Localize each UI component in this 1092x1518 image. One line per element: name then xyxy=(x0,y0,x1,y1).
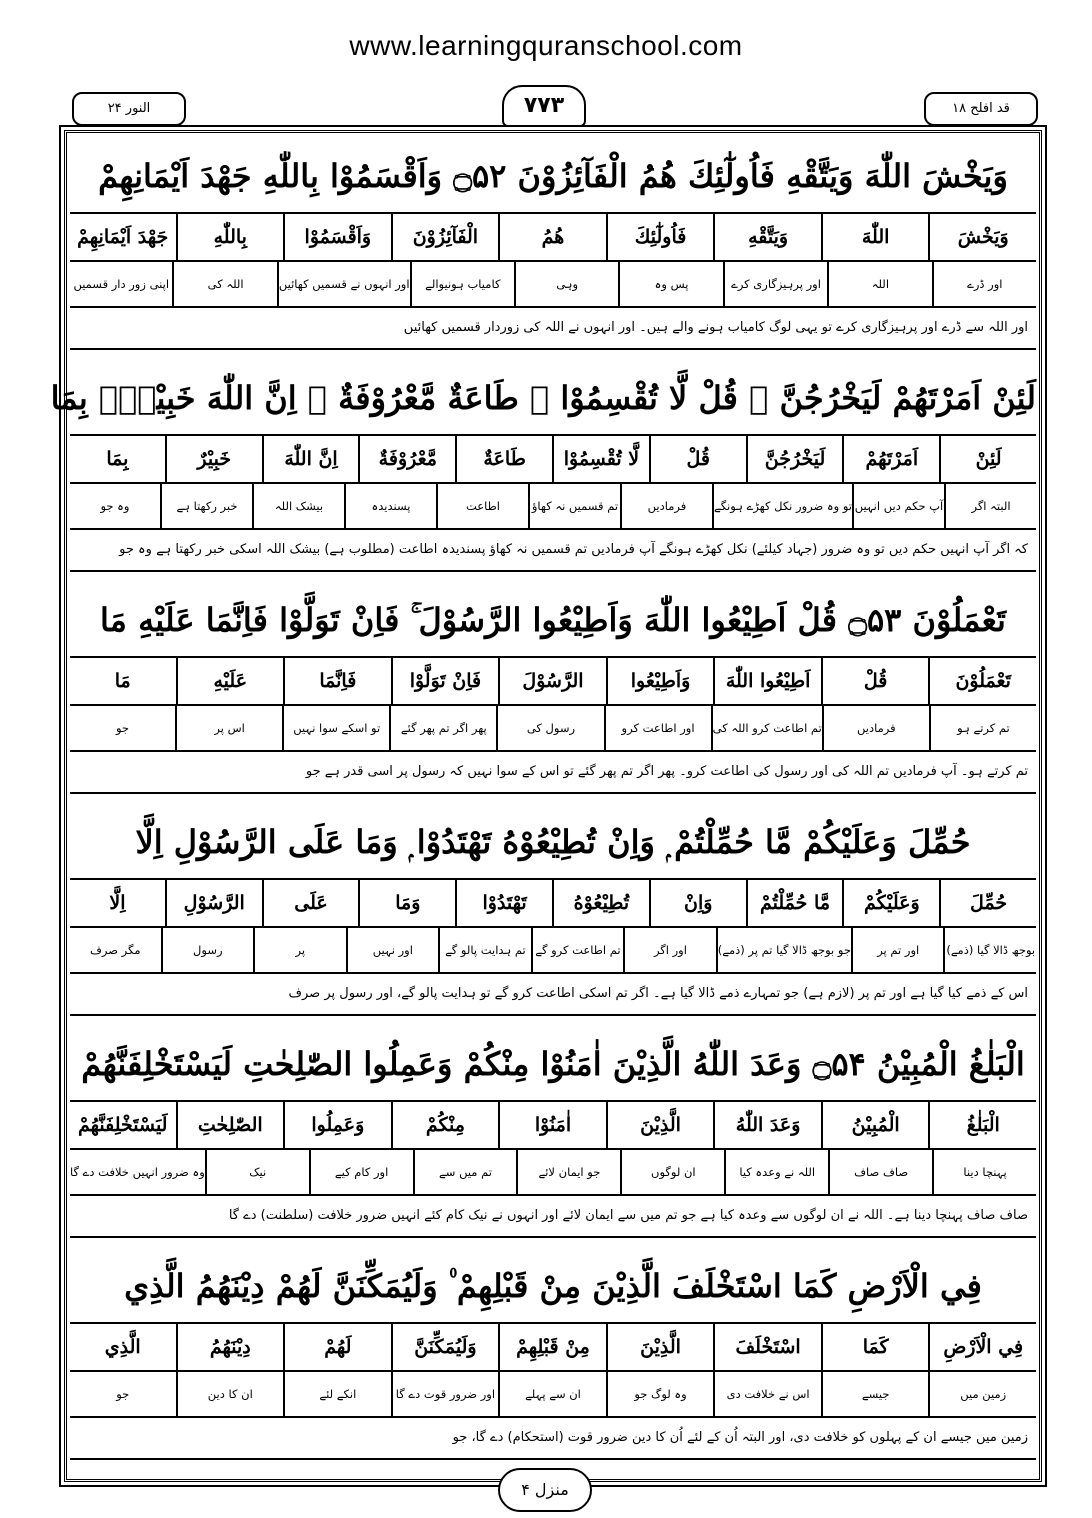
urdu-meaning-cell: کامیاب ہونیوالے xyxy=(410,262,514,306)
section-block xyxy=(70,806,1036,1016)
urdu-translation-line: صاف صاف پہنچا دینا ہے۔ اللہ نے ان لوگوں سے وعدہ کیا ہے جو تم میں سے ایمان لائے اور انہوں نے نیک کام کئے انہیں ضرور خلافت (سلطنت) دے گا xyxy=(70,1196,1036,1238)
arabic-word-cell: مَا xyxy=(114,670,131,692)
arabic-word-cell: وَاِنْ xyxy=(649,880,746,926)
arabic-word-cell: مَّعْرُوْفَةٌ xyxy=(358,436,455,482)
arabic-word-cell: الَّذِيْنَ xyxy=(606,1324,714,1370)
juz-label: قد افلح ۱۸ xyxy=(924,92,1038,126)
urdu-translation-line: اس کے ذمے کیا گیا ہے اور تم پر (لازم ہے) جو تمہارے ذمے ڈالا گیا ہے۔ اگر تم اسکی اطاعت کرو گے تو ہدایت پالو گے، اور رسول پر صرف xyxy=(70,974,1036,1016)
arabic-word-cell: لَيَخْرُجُنَّ xyxy=(746,436,843,482)
arabic-word-cell: وَمَا xyxy=(358,880,455,926)
word-grid xyxy=(70,436,1036,484)
arabic-word-cell: لَيَسْتَخْلِفَنَّهُمْ xyxy=(77,1114,168,1136)
word-grid xyxy=(70,1102,1036,1150)
page-number: ۷۷۳ xyxy=(502,85,586,127)
arabic-word-cell: هُمُ xyxy=(498,214,606,260)
urdu-meaning-cell: تو وہ ضرور نکل کھڑے ہونگے xyxy=(712,484,852,528)
urdu-translation-line: زمین میں جیسے ان کے پہلوں کو خلافت دی، اور البتہ اُن کے لئے اُن کا دین ضرور قوت (استحکام) دے گا، جو xyxy=(70,1418,1036,1460)
arabic-word-cell: الَّذِي xyxy=(104,1336,141,1358)
arabic-word-cell: جَهْدَ اَيْمَانِهِمْ xyxy=(77,226,169,248)
urdu-meaning-cell: اس پر xyxy=(175,706,282,750)
arabic-word-cell: وَعَمِلُوا xyxy=(283,1102,391,1148)
urdu-meaning-cell: وہ جو xyxy=(100,499,130,513)
arabic-word-cell: اَطِيْعُوا اللّٰهَ xyxy=(713,658,821,704)
urdu-meaning-cell: تم ہدایت پالو گے xyxy=(438,928,531,972)
arabic-word-cell: عَلَيْهِ xyxy=(176,658,284,704)
urdu-meaning-cell: رسول xyxy=(161,928,254,972)
arabic-word-cell: بِاللّٰهِ xyxy=(176,214,284,260)
section-block xyxy=(70,584,1036,794)
surah-label: النور ۲۴ xyxy=(72,92,186,126)
arabic-word-cell: الصّٰلِحٰتِ xyxy=(176,1102,284,1148)
site-url[interactable]: www.learningquranschool.com xyxy=(349,30,743,61)
meaning-grid xyxy=(70,484,1036,530)
arabic-word-cell: خَبِيْرٌ xyxy=(165,436,262,482)
urdu-meaning-cell: جو بوجھ ڈالا گیا تم پر (ذمے) xyxy=(716,928,851,972)
word-grid xyxy=(70,880,1036,928)
manzil-badge: منزل ۴ xyxy=(498,1468,592,1512)
urdu-meaning-cell: جیسے xyxy=(821,1372,929,1416)
word-grid xyxy=(70,658,1036,706)
urdu-meaning-cell: وہ لوگ جو xyxy=(606,1372,714,1416)
arabic-word-cell: فَاُولٰٓئِكَ xyxy=(606,214,714,260)
word-grid xyxy=(70,1324,1036,1372)
ayah-line: فِي الْاَرْضِ كَمَا اسْتَخْلَفَ الَّذِيْنَ مِنْ قَبْلِهِمْ ۠ وَلَيُمَكِّنَنَّ لَهُمْ دِيْنَهُمُ الَّذِي xyxy=(70,1250,1036,1324)
urdu-meaning-cell: پس وہ xyxy=(618,262,722,306)
urdu-meaning-cell: آپ حکم دیں انہیں xyxy=(852,484,944,528)
arabic-word-cell: لَهُمْ xyxy=(283,1324,391,1370)
arabic-word-cell: فِي الْاَرْضِ xyxy=(928,1324,1036,1370)
arabic-word-cell: الْبَلٰغُ xyxy=(928,1102,1036,1148)
urdu-meaning-cell: اور اطاعت کرو xyxy=(604,706,711,750)
urdu-meaning-cell: جو ایمان لائے xyxy=(516,1150,620,1194)
arabic-word-cell: تَهْتَدُوْا xyxy=(455,880,552,926)
urdu-meaning-cell: فرمادیں xyxy=(620,484,712,528)
meaning-grid xyxy=(70,706,1036,752)
arabic-word-cell: الرَّسُوْلِ xyxy=(165,880,262,926)
ayah-line: تَعْمَلُوْنَ ۝۵۳ قُلْ اَطِيْعُوا اللّٰهَ وَاَطِيْعُوا الرَّسُوْلَ ۚ فَاِنْ تَوَلَّوْا فَاِنَّمَا عَلَيْهِ مَا xyxy=(70,584,1036,658)
arabic-word-cell: اٰمَنُوْا xyxy=(498,1102,606,1148)
arabic-word-cell: لَئِنْ xyxy=(939,436,1036,482)
meaning-grid xyxy=(70,1372,1036,1418)
urdu-meaning-cell: انکے لئے xyxy=(283,1372,391,1416)
urdu-meaning-cell: تم کرتے ہو xyxy=(929,706,1036,750)
arabic-word-cell: الَّذِيْنَ xyxy=(606,1102,714,1148)
urdu-meaning-cell: اور نہیں xyxy=(346,928,439,972)
urdu-meaning-cell: وہ ضرور انہیں خلافت دے گا xyxy=(70,1165,205,1179)
urdu-translation-line: اور اللہ سے ڈرے اور پرہیزگاری کرے تو یہی لوگ کامیاب ہونے والے ہیں۔ اور انہوں نے اللہ کی زوردار قسمیں کھائیں xyxy=(70,308,1036,350)
arabic-word-cell: وَاَقْسَمُوْا xyxy=(283,214,391,260)
arabic-word-cell: تُطِيْعُوْهُ xyxy=(552,880,649,926)
urdu-meaning-cell: جو xyxy=(116,1387,130,1401)
arabic-word-cell: فَاِنْ تَوَلَّوْا xyxy=(391,658,499,704)
urdu-meaning-cell: جو xyxy=(115,721,130,735)
arabic-word-cell: لَّا تُقْسِمُوْا xyxy=(552,436,649,482)
urdu-meaning-cell: ان کا دین xyxy=(176,1372,284,1416)
arabic-word-cell: مَّا حُمِّلْتُمْ xyxy=(746,880,843,926)
urdu-meaning-cell: تم میں سے xyxy=(413,1150,517,1194)
urdu-meaning-cell: اور تم پر xyxy=(851,928,944,972)
urdu-meaning-cell: بیشک اللہ xyxy=(252,484,344,528)
arabic-word-cell: عَلَى xyxy=(262,880,359,926)
ayah-line: الْبَلٰغُ الْمُبِيْنُ ۝۵۴ وَعَدَ اللّٰهُ الَّذِيْنَ اٰمَنُوْا مِنْكُمْ وَعَمِلُوا الصّٰلِحٰتِ لَيَسْتَخْلِفَنَّهُمْ xyxy=(70,1028,1036,1102)
arabic-word-cell: وَاَطِيْعُوا xyxy=(606,658,714,704)
urdu-meaning-cell: پہنچا دینا xyxy=(932,1150,1036,1194)
arabic-word-cell: الْفَآئِزُوْنَ xyxy=(391,214,499,260)
arabic-word-cell: وَيَتَّقْهِ xyxy=(713,214,821,260)
arabic-word-cell: تَعْمَلُوْنَ xyxy=(928,658,1036,704)
arabic-word-cell: مِنْكُمْ xyxy=(391,1102,499,1148)
arabic-word-cell: دِيْنَهُمُ xyxy=(176,1324,284,1370)
ayah-line: وَيَخْشَ اللّٰهَ وَيَتَّقْهِ فَاُولٰٓئِكَ هُمُ الْفَآئِزُوْنَ ۝۵۲ وَاَقْسَمُوْا بِاللّٰهِ جَهْدَ اَيْمَانِهِمْ xyxy=(70,140,1036,214)
arabic-word-cell: وَيَخْشَ xyxy=(928,214,1036,260)
urdu-meaning-cell: اطاعت xyxy=(436,484,528,528)
ayah-line: حُمِّلَ وَعَلَيْكُمْ مَّا حُمِّلْتُمْ ۭ وَاِنْ تُطِيْعُوْهُ تَهْتَدُوْا ۭ وَمَا عَلَى الرَّسُوْلِ اِلَّا xyxy=(70,806,1036,880)
arabic-word-cell: اِنَّ اللّٰهَ xyxy=(262,436,359,482)
section-block xyxy=(70,1028,1036,1238)
urdu-meaning-cell: صاف صاف xyxy=(828,1150,932,1194)
urdu-meaning-cell: پر xyxy=(253,928,346,972)
arabic-word-cell: مِنْ قَبْلِهِمْ xyxy=(498,1324,606,1370)
urdu-meaning-cell: زمین میں xyxy=(928,1372,1036,1416)
urdu-meaning-cell: اس نے خلافت دی xyxy=(713,1372,821,1416)
urdu-meaning-cell: نیک xyxy=(205,1150,309,1194)
meaning-grid xyxy=(70,928,1036,974)
section-block xyxy=(70,1250,1036,1460)
arabic-word-cell: الْمُبِيْنُ xyxy=(821,1102,929,1148)
arabic-word-cell: حُمِّلَ xyxy=(939,880,1036,926)
arabic-word-cell: وَعَدَ اللّٰهُ xyxy=(713,1102,821,1148)
urdu-translation-line: کہ اگر آپ انہیں حکم دیں تو وہ ضرور (جہاد کیلئے) نکل کھڑے ہونگے آپ فرمادیں تم قسمیں نہ کھاؤ پسندیدہ اطاعت (مطلوب ہے) بیشک اللہ اسکی خبر رکھتا ہے وہ جو xyxy=(70,530,1036,572)
arabic-word-cell: اللّٰهَ xyxy=(821,214,929,260)
urdu-meaning-cell: اور پرہیزگاری کرے xyxy=(723,262,827,306)
urdu-meaning-cell: البتہ اگر xyxy=(944,484,1036,528)
urdu-meaning-cell: اللہ xyxy=(827,262,931,306)
urdu-meaning-cell: ان لوگوں xyxy=(620,1150,724,1194)
arabic-word-cell: وَعَلَيْكُمْ xyxy=(842,880,939,926)
urdu-meaning-cell: اور ڈرے xyxy=(932,262,1036,306)
urdu-meaning-cell: مگر صرف xyxy=(89,943,141,957)
urdu-meaning-cell: تو اسکے سوا نہیں xyxy=(282,706,389,750)
urdu-meaning-cell: پھر اگر تم پھر گئے xyxy=(389,706,496,750)
arabic-word-cell: وَلَيُمَكِّنَنَّ xyxy=(391,1324,499,1370)
urdu-meaning-cell: اور کام کیے xyxy=(309,1150,413,1194)
word-grid xyxy=(70,214,1036,262)
urdu-meaning-cell: اور ضرور قوت دے گا xyxy=(391,1372,499,1416)
arabic-word-cell: كَمَا xyxy=(821,1324,929,1370)
arabic-word-cell: اَمَرْتَهُمْ xyxy=(842,436,939,482)
arabic-word-cell: اسْتَخْلَفَ xyxy=(713,1324,821,1370)
section-block xyxy=(50,362,1036,572)
arabic-word-cell: فَاِنَّمَا xyxy=(283,658,391,704)
urdu-meaning-cell: تم اطاعت کرو گے xyxy=(531,928,624,972)
arabic-word-cell: قُلْ xyxy=(821,658,929,704)
urdu-meaning-cell: اور انہوں نے قسمیں کھائیں xyxy=(277,262,410,306)
meaning-grid xyxy=(70,1150,1036,1196)
urdu-meaning-cell: تم اطاعت کرو اللہ کی xyxy=(711,706,822,750)
urdu-meaning-cell: خبر رکھتا ہے xyxy=(160,484,252,528)
meaning-grid xyxy=(70,262,1036,308)
arabic-word-cell: الرَّسُوْلَ xyxy=(498,658,606,704)
arabic-word-cell: قُلْ xyxy=(649,436,746,482)
urdu-meaning-cell: اللہ نے وعدہ کیا xyxy=(724,1150,828,1194)
urdu-translation-line: تم کرتے ہو۔ آپ فرمادیں تم اللہ کی اور رسول کی اطاعت کرو۔ پھر اگر تم پھر گئے تو اس کے سوا نہیں کہ رسول پر اسی قدر ہے جو xyxy=(70,752,1036,794)
urdu-meaning-cell: اللہ کی xyxy=(172,262,276,306)
arabic-word-cell: اِلَّا xyxy=(109,892,126,914)
arabic-word-cell: بِمَا xyxy=(106,448,129,470)
urdu-meaning-cell: ان سے پہلے xyxy=(498,1372,606,1416)
ayah-line: لَئِنْ اَمَرْتَهُمْ لَيَخْرُجُنَّ ۭ قُلْ لَّا تُقْسِمُوْا ۚ طَاعَةٌ مَّعْرُوْفَةٌ ۭ اِنَّ اللّٰهَ خَبِيْرٌۢ بِمَا xyxy=(70,362,1036,436)
urdu-meaning-cell: پسندیدہ xyxy=(344,484,436,528)
arabic-word-cell: طَاعَةٌ xyxy=(455,436,552,482)
urdu-meaning-cell: رسول کی xyxy=(496,706,603,750)
urdu-meaning-cell: وہی xyxy=(514,262,618,306)
urdu-meaning-cell: بوجھ ڈالا گیا (ذمے) xyxy=(943,928,1036,972)
urdu-meaning-cell: اپنی زور دار قسمیں xyxy=(73,277,170,291)
urdu-meaning-cell: فرمادیں xyxy=(822,706,929,750)
urdu-meaning-cell: اور اگر xyxy=(623,928,716,972)
section-block xyxy=(70,140,1036,350)
urdu-meaning-cell: تم قسمیں نہ کھاؤ xyxy=(528,484,620,528)
